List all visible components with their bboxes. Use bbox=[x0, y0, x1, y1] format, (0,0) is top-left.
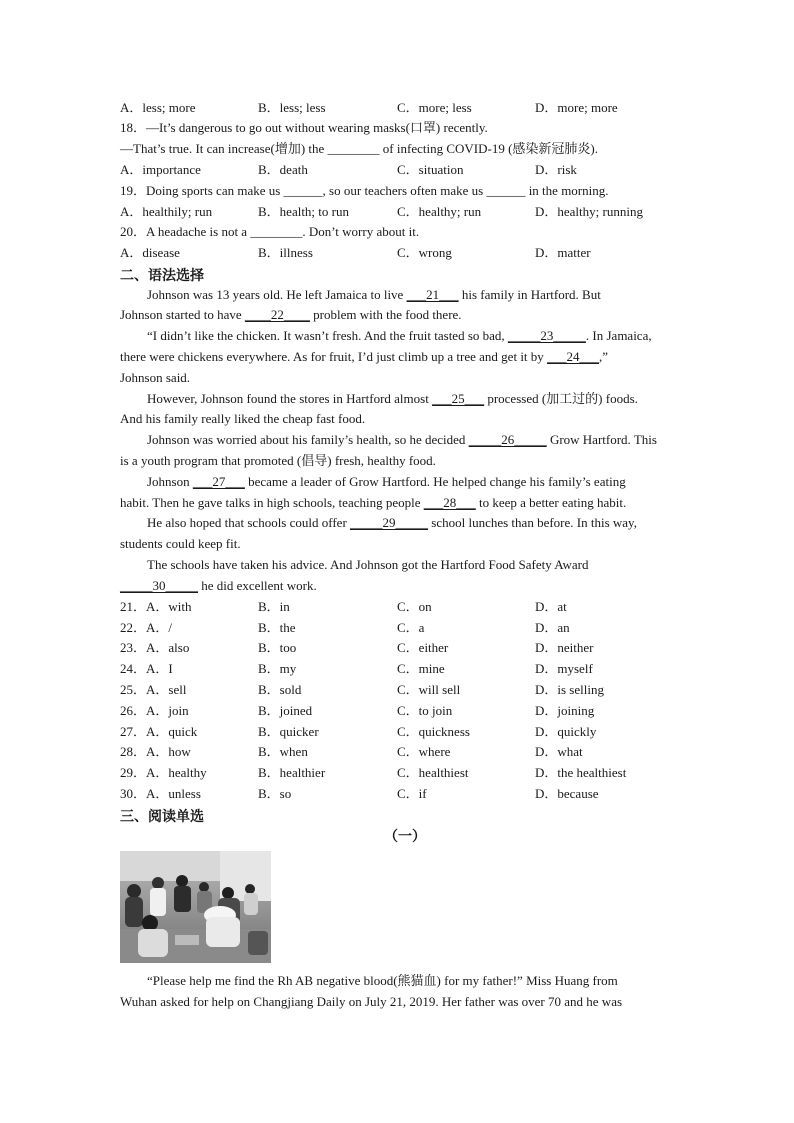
blood-donation-photo bbox=[120, 851, 271, 963]
choice-d: D．myself bbox=[535, 661, 593, 676]
choice-row-29: 29．A．healthy bbox=[120, 765, 207, 780]
choice-c: C．healthiest bbox=[397, 765, 469, 780]
passage-line: Johnson was 13 years old. He left Jamaica to live ___21___ his family in Hartford. But bbox=[147, 287, 601, 302]
choice-c: C．where bbox=[397, 744, 451, 759]
q20-option-b: B．illness bbox=[258, 245, 313, 260]
choice-d: D．quickly bbox=[535, 724, 597, 739]
q18-question: 18．—It’s dangerous to go out without wearing masks(口罩) recently. bbox=[120, 120, 488, 135]
choice-c: C．if bbox=[397, 786, 427, 801]
blank-22: ____22____ bbox=[244, 307, 310, 322]
choice-b: B．quicker bbox=[258, 724, 319, 739]
passage-line: _____30_____ he did excellent work. bbox=[120, 578, 317, 593]
q19-option-d: D．healthy; running bbox=[535, 204, 643, 219]
passage-line: And his family really liked the cheap fast food. bbox=[120, 411, 366, 426]
choice-d: D．an bbox=[535, 620, 570, 635]
q18-option-d: D．risk bbox=[535, 162, 577, 177]
choice-d: D．joining bbox=[535, 703, 595, 718]
choice-d: D．the healthiest bbox=[535, 765, 627, 780]
choice-d: D．because bbox=[535, 786, 599, 801]
choice-row-23: 23．A．also bbox=[120, 640, 190, 655]
q20-option-a: A．disease bbox=[120, 245, 180, 260]
choice-row-21: 21．A．with bbox=[120, 599, 192, 614]
passage-line: Johnson said. bbox=[120, 370, 191, 385]
q19-option-b: B．health; to run bbox=[258, 204, 349, 219]
passage-line: is a youth program that promoted (倡导) fresh, healthy food. bbox=[120, 453, 436, 468]
choice-d: D．at bbox=[535, 599, 567, 614]
choice-d: D．is selling bbox=[535, 682, 604, 697]
q18-option-b: B．death bbox=[258, 162, 308, 177]
choice-row-26: 26．A．join bbox=[120, 703, 189, 718]
choice-d: D．what bbox=[535, 744, 583, 759]
choice-b: B．the bbox=[258, 620, 296, 635]
q20-question: 20．A headache is not a ________. Don’t worry about it. bbox=[120, 224, 420, 239]
passage-line: Johnson was worried about his family’s health, so he decided _____26_____ Grow Hartford. This bbox=[147, 432, 657, 447]
choice-c: C．either bbox=[397, 640, 449, 655]
q18-option-a: A．importance bbox=[120, 162, 201, 177]
choice-c: C．to join bbox=[397, 703, 453, 718]
q17-option-b: B．less; less bbox=[258, 100, 326, 115]
choice-row-27: 27．A．quick bbox=[120, 724, 198, 739]
blank-26: _____26_____ bbox=[468, 432, 547, 447]
passage-number: （一） bbox=[384, 829, 426, 845]
blank-25: ___25___ bbox=[432, 391, 485, 406]
blank-27: ___27___ bbox=[192, 474, 245, 489]
q19-option-a: A．healthily; run bbox=[120, 204, 213, 219]
q19-option-c: C．healthy; run bbox=[397, 204, 482, 219]
passage-line: However, Johnson found the stores in Hartford almost ___25___ processed (加工过的) foods. bbox=[147, 391, 638, 406]
q17-option-c: C．more; less bbox=[397, 100, 472, 115]
choice-row-30: 30．A．unless bbox=[120, 786, 201, 801]
passage-line: habit. Then he gave talks in high schools, teaching people ___28___ to keep a better eating habit. bbox=[120, 495, 627, 510]
blank-23: _____23_____ bbox=[507, 328, 586, 343]
choice-b: B．in bbox=[258, 599, 290, 614]
choice-c: C．on bbox=[397, 599, 432, 614]
blank-24: ___24___ bbox=[547, 349, 600, 364]
choice-c: C．mine bbox=[397, 661, 445, 676]
passage-line: “I didn’t like the chicken. It wasn’t fresh. And the fruit tasted so bad, _____23_____. In Jamaica, bbox=[147, 328, 652, 343]
passage-line: students could keep fit. bbox=[120, 536, 241, 551]
passage-line: there were chickens everywhere. As for fruit, I’d just climb up a tree and get it by ___24___,” bbox=[120, 349, 609, 364]
choice-c: C．quickness bbox=[397, 724, 470, 739]
section-title-reading: 三、阅读单选 bbox=[120, 809, 204, 825]
choice-row-28: 28．A．how bbox=[120, 744, 191, 759]
choice-row-22: 22．A．/ bbox=[120, 620, 173, 635]
choice-b: B．when bbox=[258, 744, 308, 759]
q18-response: —That’s true. It can increase(增加) the ________ of infecting COVID-19 (感染新冠肺炎). bbox=[120, 141, 598, 156]
q19-question: 19．Doing sports can make us ______, so our teachers often make us ______ in the morning. bbox=[120, 183, 609, 198]
q20-option-c: C．wrong bbox=[397, 245, 452, 260]
choice-b: B．so bbox=[258, 786, 292, 801]
section-title-grammar: 二、语法选择 bbox=[120, 268, 204, 284]
q17-option-a: A．less; more bbox=[120, 100, 196, 115]
choice-b: B．too bbox=[258, 640, 297, 655]
passage-line: The schools have taken his advice. And Johnson got the Hartford Food Safety Award bbox=[147, 557, 589, 572]
reading-line: “Please help me find the Rh AB negative blood(熊猫血) for my father!” Miss Huang from bbox=[147, 973, 618, 988]
blank-29: _____29_____ bbox=[350, 515, 429, 530]
choice-b: B．joined bbox=[258, 703, 313, 718]
choice-row-25: 25．A．sell bbox=[120, 682, 187, 697]
passage-line: Johnson started to have ____22____ problem with the food there. bbox=[120, 307, 462, 322]
q18-option-c: C．situation bbox=[397, 162, 464, 177]
blank-21: ___21___ bbox=[406, 287, 459, 302]
choice-b: B．my bbox=[258, 661, 297, 676]
blank-28: ___28___ bbox=[423, 495, 476, 510]
blank-30: _____30_____ bbox=[120, 578, 198, 593]
passage-line: He also hoped that schools could offer _____29_____ school lunches than before. In this way, bbox=[147, 515, 637, 530]
choice-d: D．neither bbox=[535, 640, 594, 655]
choice-b: B．sold bbox=[258, 682, 302, 697]
choice-c: C．a bbox=[397, 620, 425, 635]
q20-option-d: D．matter bbox=[535, 245, 591, 260]
choice-b: B．healthier bbox=[258, 765, 326, 780]
choice-c: C．will sell bbox=[397, 682, 461, 697]
reading-line: Wuhan asked for help on Changjiang Daily on July 21, 2019. Her father was over 70 and he was bbox=[120, 994, 623, 1009]
choice-row-24: 24．A．I bbox=[120, 661, 173, 676]
q17-option-d: D．more; more bbox=[535, 100, 618, 115]
passage-line: Johnson ___27___ became a leader of Grow Hartford. He helped change his family’s eating bbox=[147, 474, 626, 489]
